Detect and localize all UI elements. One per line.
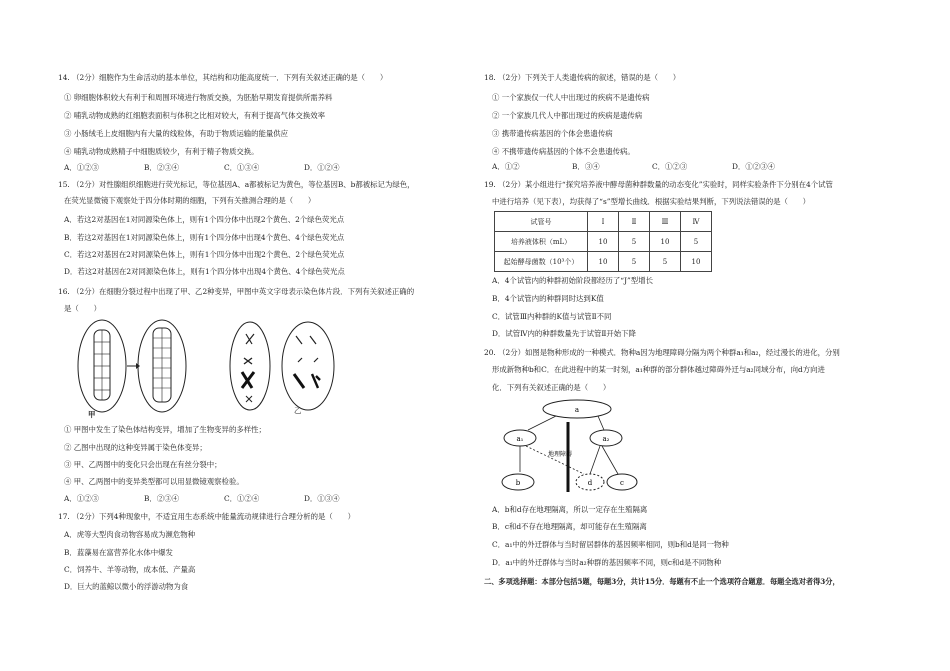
q16-option-c[interactable]: C．①②④ — [224, 494, 260, 503]
q20-option-b[interactable]: B．c和d不存在地理隔离，却可能存在生殖隔离 — [492, 522, 647, 531]
table-cell: 试管号 — [495, 212, 588, 232]
q15-option-b[interactable]: B．若这2对基因在1对同源染色体上，则有1个四分体中出现4个黄色、4个绿色荧光点 — [64, 233, 345, 242]
figure-yi-label: 乙 — [294, 406, 302, 415]
q19-option-d[interactable]: D．试管Ⅳ内的种群数量先于试管Ⅱ开始下降 — [492, 329, 636, 338]
q15-option-d[interactable]: D．若这2对基因在2对同源染色体上，则有1个四分体中出现4个黄色、4个绿色荧光点 — [64, 267, 345, 276]
q17-stem: 17. （2分）下列4种现象中，不适宜用生态系统中能量流动规律进行合理分析的是（ ） — [58, 512, 355, 521]
q16-stem-2: 是（ ） — [64, 304, 101, 313]
q18-option-d[interactable]: D．①②③④ — [732, 162, 775, 171]
q14-option-d[interactable]: D．①②④ — [304, 163, 340, 172]
figure-yi — [228, 318, 348, 416]
section-2-heading: 二、多项选择题：本部分包括5题，每题3分，共计15分．每题有不止一个选项符合题意．每题全选对者得3分， — [484, 577, 840, 586]
table-cell: 5 — [650, 252, 681, 272]
q18-item-1: ① 一个家族仅一代人中出现过的疾病不是遗传病 — [492, 93, 650, 102]
q14-option-a[interactable]: A．①②③ — [64, 163, 99, 172]
table-cell: Ⅰ — [588, 212, 619, 232]
q17-option-d[interactable]: D．巨大的蓝鲸以微小的浮游动物为食 — [64, 582, 189, 591]
q20-option-a[interactable]: A．b和d存在地理隔离，所以一定存在生殖隔离 — [492, 505, 648, 514]
table-cell: Ⅳ — [681, 212, 712, 232]
node-a1-label: a₁ — [516, 435, 524, 443]
q16-options — [64, 494, 384, 504]
table-row — [495, 252, 712, 272]
q14-item-4: ④ 哺乳动物成熟精子中细胞质较少，有利于精子物质交换。 — [64, 147, 259, 156]
q14-option-b[interactable]: B．②③④ — [144, 163, 179, 172]
table-header-row — [495, 212, 712, 232]
q16-item-2: ② 乙图中出现的这种变异属于染色体变异； — [64, 443, 207, 452]
q14-option-c[interactable]: C．①③④ — [224, 163, 260, 172]
table-cell: Ⅲ — [650, 212, 681, 232]
q18-item-3: ③ 携带遗传病基因的个体会患遗传病 — [492, 129, 613, 138]
node-c-label: c — [620, 479, 624, 487]
q15-option-a[interactable]: A．若这2对基因在1对同源染色体上，则有1个四分体中出现2个黄色、2个绿色荧光点 — [64, 215, 345, 224]
table-cell: 起始酵母菌数（10³个） — [495, 252, 588, 272]
table-cell: 培养液体积（mL） — [495, 232, 588, 252]
q20-stem-2: 形成新物种b和C．在此进程中的某一时刻，a₁种群的部分群体越过障碍外迁与a₂同域分布，向d方向进 — [492, 365, 825, 374]
q20-stem: 20. （2分）如图是物种形成的一种模式．物种a因为地理障碍分隔为两个种群a₁和a₂，经过漫长的进化，分别 — [484, 348, 840, 357]
q19-stem-2: 中进行培养（见下表），均获得了“s”型增长曲线．根据实验结果判断，下列说法错误的是（ ） — [492, 197, 811, 206]
node-a2-label: a₂ — [602, 435, 610, 443]
barrier-label: 地理障碍 — [548, 451, 573, 458]
q18-stem: 18. （2分）下列关于人类遗传病的叙述，错误的是（ ） — [484, 73, 681, 82]
q18-options — [492, 162, 812, 172]
q19-table — [494, 211, 712, 272]
q16-option-a[interactable]: A．①②③ — [64, 494, 99, 503]
q19-option-a[interactable]: A．4个试管内的种群初始阶段都经历了“J”型增长 — [492, 276, 653, 285]
table-cell: 5 — [619, 252, 650, 272]
q17-option-c[interactable]: C．饲养牛、羊等动物，成本低、产量高 — [64, 565, 196, 574]
q14-item-3: ③ 小肠绒毛上皮细胞内有大量的线粒体，有助于物质运输的能量供应 — [64, 129, 289, 138]
table-cell: Ⅱ — [619, 212, 650, 232]
figure-jia-label: 甲 — [88, 410, 96, 419]
q19-option-c[interactable]: C．试管Ⅲ内种群的K值与试管Ⅱ不同 — [492, 312, 612, 321]
q15-stem: 15. （2分）对性腺组织细胞进行荧光标记，等位基因A、a都被标记为黄色，等位基因B、b都被标记为绿色， — [58, 180, 415, 189]
q16-item-1: ① 甲图中发生了染色体结构变异，增加了生物变异的多样性； — [64, 425, 266, 434]
q17-option-b[interactable]: B．蓝藻易在富营养化水体中爆发 — [64, 548, 173, 557]
q14-item-2: ② 哺乳动物成熟的红细胞表面积与体积之比相对较大，有利于提高气体交换效率 — [64, 111, 326, 120]
q16-item-4: ④ 甲、乙两图中的变异类型都可以用显微镜观察检验。 — [64, 477, 244, 486]
table-row — [495, 232, 712, 252]
table-cell: 5 — [681, 232, 712, 252]
q14-item-1: ① 卵细胞体积较大有利于和周围环境进行物质交换，为胚胎早期发育提供所需养料 — [64, 93, 333, 102]
q18-option-c[interactable]: C．①②③ — [652, 162, 688, 171]
table-cell: 10 — [681, 252, 712, 272]
q20-option-c[interactable]: C．a₁中的外迁群体与当时留居群体的基因频率相同，则b和d是同一物种 — [492, 540, 729, 549]
q14-options — [64, 163, 384, 173]
q20-option-d[interactable]: D．a₁中的外迁群体与当时a₂种群的基因频率不同，则c和d是不同物种 — [492, 558, 722, 567]
q16-item-3: ③ 甲、乙两图中的变化只会出现在有丝分裂中； — [64, 460, 222, 469]
table-cell: 5 — [619, 232, 650, 252]
q18-option-a[interactable]: A．①② — [492, 162, 520, 171]
q19-option-b[interactable]: B．4个试管内的种群同时达到K值 — [492, 294, 604, 303]
q16-option-d[interactable]: D．①③④ — [304, 494, 340, 503]
q14-stem: 14. （2分）细胞作为生命活动的基本单位，其结构和功能高度统一．下列有关叙述正确的是（ ） — [58, 73, 388, 82]
q16-stem: 16. （2分）在细胞分裂过程中出现了甲、乙2种变异，甲图中英文字母表示染色体片段．下列有关叙述正确的 — [58, 287, 415, 296]
q15-option-c[interactable]: C．若这2对基因在2对同源染色体上，则有1个四分体中出现2个黄色、2个绿色荧光点 — [64, 250, 345, 259]
table-cell: 10 — [588, 252, 619, 272]
q17-option-a[interactable]: A．虎等大型肉食动物容易成为濒危物种 — [64, 530, 195, 539]
table-cell: 10 — [588, 232, 619, 252]
q18-item-4: ④ 不携带遗传病基因的个体不会患遗传病。 — [492, 147, 635, 156]
q16-option-b[interactable]: B．②③④ — [144, 494, 179, 503]
node-d-label: d — [587, 479, 593, 487]
q20-stem-3: 化．下列有关叙述正确的是（ ） — [492, 383, 611, 392]
speciation-diagram — [500, 398, 650, 494]
q15-stem-2: 在荧光显微镜下观察处于四分体时期的细胞，下列有关推测合理的是（ ） — [64, 196, 316, 205]
q19-stem: 19. （2分）某小组进行“探究培养液中酵母菌种群数量的动态变化”实验时，同样实验条件下分别在4个试管 — [484, 180, 833, 189]
table-cell: 10 — [650, 232, 681, 252]
q18-option-b[interactable]: B．③④ — [572, 162, 600, 171]
node-b-label: b — [515, 479, 521, 487]
q18-item-2: ② 一个家族几代人中都出现过的疾病是遗传病 — [492, 111, 643, 120]
node-a-label: a — [574, 406, 580, 414]
figure-jia — [70, 318, 200, 416]
